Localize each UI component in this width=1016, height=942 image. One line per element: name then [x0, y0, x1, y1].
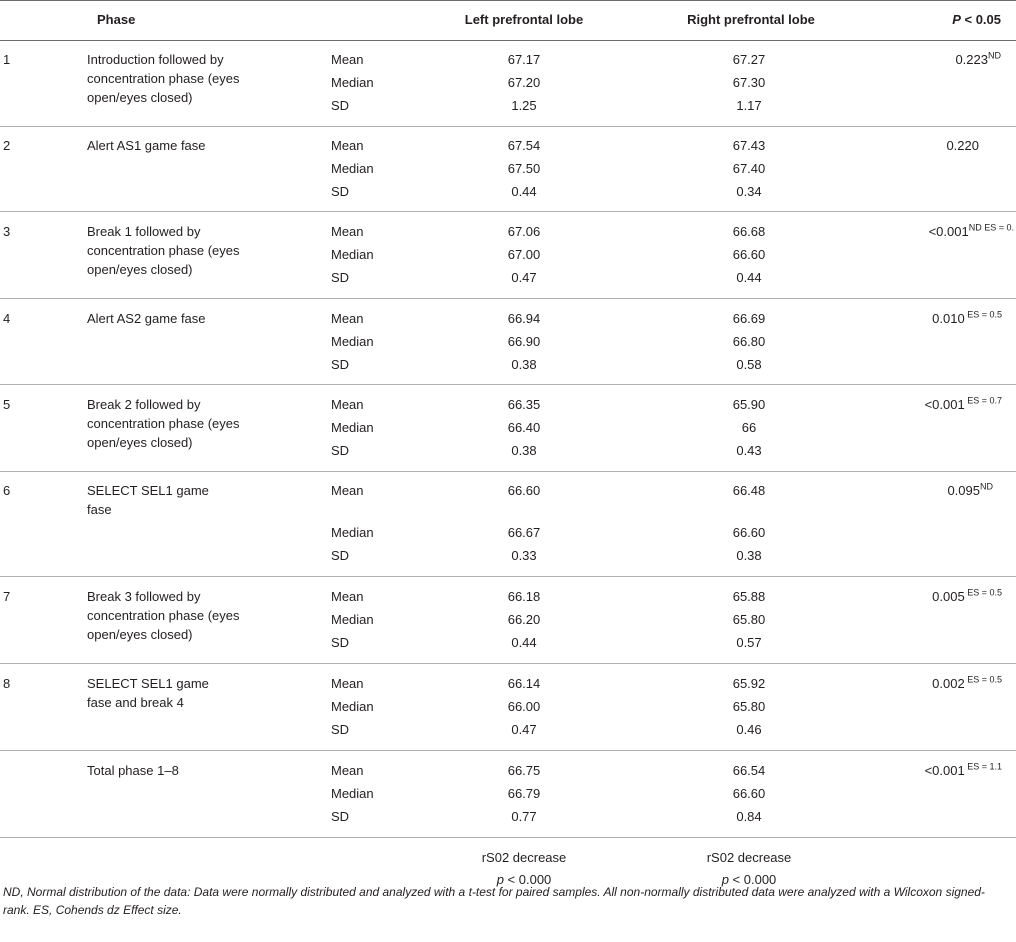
stat-label: Median [331, 334, 374, 349]
left-value: 66.14 [507, 676, 541, 691]
p-value: 0.220 [946, 138, 979, 153]
right-value: 0.46 [736, 722, 762, 737]
right-value: 67.43 [732, 138, 766, 153]
left-value: 66.40 [507, 420, 541, 435]
stat-label: SD [331, 270, 350, 285]
phase-label: Break 3 followed by concentration phase (eyes open/eyes closed) [87, 589, 240, 642]
phase-label: Total phase 1–8 [87, 763, 179, 778]
row-divider [0, 663, 1016, 664]
stat-label: Median [331, 699, 374, 714]
right-value: 0.84 [736, 809, 762, 824]
header-rule [0, 40, 1016, 41]
left-value: 66.18 [507, 589, 541, 604]
stat-label: Median [331, 161, 374, 176]
phase-label: SELECT SEL1 game fase and break 4 [87, 676, 209, 710]
stat-label: Mean [331, 138, 364, 153]
row-divider [0, 750, 1016, 751]
phase-label: SELECT SEL1 game fase [87, 483, 209, 517]
stat-label: Median [331, 786, 374, 801]
left-value: 0.44 [511, 184, 537, 199]
right-value: 0.34 [736, 184, 762, 199]
p-value: $<0.001^{ND ES = 0.}$ [928, 222, 1014, 239]
left-value: 66.75 [507, 763, 541, 778]
left-value: 66.00 [507, 699, 541, 714]
left-value: 67.17 [507, 52, 541, 67]
summary-right-label: rS02 decrease [706, 850, 792, 865]
left-value: 66.60 [507, 483, 541, 498]
phase-label: Break 1 followed by concentration phase (eyes open/eyes closed) [87, 224, 240, 277]
left-value: 66.35 [507, 397, 541, 412]
right-value: 65.92 [732, 676, 766, 691]
p-value: 0.002 $^{ES = 0.5}$ [932, 674, 1002, 691]
row-number: 4 [3, 311, 11, 326]
stat-label: Mean [331, 397, 364, 412]
row-number: 8 [3, 676, 11, 691]
stat-label: SD [331, 635, 350, 650]
row-divider [0, 211, 1016, 212]
right-value: 66 [741, 420, 757, 435]
header-phase: Phase [97, 12, 136, 27]
left-value: 0.44 [511, 635, 537, 650]
stat-label: Median [331, 420, 374, 435]
stat-label: Median [331, 247, 374, 262]
row-divider [0, 298, 1016, 299]
row-number: 1 [3, 52, 11, 67]
right-value: 67.27 [732, 52, 766, 67]
stat-label: SD [331, 357, 350, 372]
phase-label: Break 2 followed by concentration phase (eyes open/eyes closed) [87, 397, 240, 450]
left-value: 67.06 [507, 224, 541, 239]
row-number: 3 [3, 224, 11, 239]
right-value: 0.44 [736, 270, 762, 285]
left-value: 0.33 [511, 548, 537, 563]
left-value: 66.90 [507, 334, 541, 349]
right-value: 0.43 [736, 443, 762, 458]
p-value: 0.010 $^{ES = 0.5}$ [932, 309, 1002, 326]
left-value: 66.67 [507, 525, 541, 540]
table-footnote: ND, Normal distribution of the data: Data were normally distributed and analyzed with a t-test for paired samples. All non-normally distributed data were analyzed with a Wilcoxon signed-rank. ES, Cohends dz Effect size. [3, 885, 985, 917]
p-value: 0.095ND [947, 481, 993, 498]
stat-label: Mean [331, 311, 364, 326]
row-divider [0, 471, 1016, 472]
right-value: 0.38 [736, 548, 762, 563]
row-divider [0, 126, 1016, 127]
phase-label: Alert AS2 game fase [87, 311, 206, 326]
right-value: 66.48 [732, 483, 766, 498]
left-value: 67.54 [507, 138, 541, 153]
summary-left-p: p < 0.000 [496, 872, 552, 887]
left-value: 66.94 [507, 311, 541, 326]
row-divider [0, 384, 1016, 385]
phase-label: Alert AS1 game fase [87, 138, 206, 153]
p-value: <0.001 $^{ES = 1.1}$ [924, 761, 1002, 778]
stat-label: SD [331, 722, 350, 737]
right-value: 66.80 [732, 334, 766, 349]
left-value: 0.38 [511, 357, 537, 372]
right-value: 0.57 [736, 635, 762, 650]
stat-label: SD [331, 443, 350, 458]
stat-label: Median [331, 612, 374, 627]
left-value: 0.47 [511, 722, 537, 737]
right-value: 66.54 [732, 763, 766, 778]
stat-label: Mean [331, 676, 364, 691]
p-value: 0.005 $^{ES = 0.5}$ [932, 587, 1002, 604]
stat-label: Mean [331, 483, 364, 498]
left-value: 0.47 [511, 270, 537, 285]
header-left-lobe: Left prefrontal lobe [464, 12, 584, 27]
left-value: 0.77 [511, 809, 537, 824]
left-value: 66.79 [507, 786, 541, 801]
stat-label: Mean [331, 224, 364, 239]
row-number: 5 [3, 397, 11, 412]
row-divider [0, 576, 1016, 577]
row-number: 6 [3, 483, 11, 498]
right-value: 66.68 [732, 224, 766, 239]
header-right-lobe: Right prefrontal lobe [687, 12, 815, 27]
left-value: 67.00 [507, 247, 541, 262]
table-top-rule [0, 0, 1016, 1]
right-value: 1.17 [736, 98, 762, 113]
header-p-value: P < 0.05 [952, 12, 1001, 27]
right-value: 65.88 [732, 589, 766, 604]
left-value: 67.50 [507, 161, 541, 176]
p-value: <0.001 $^{ES = 0.7}$ [924, 395, 1002, 412]
row-number: 2 [3, 138, 11, 153]
row-number: 7 [3, 589, 11, 604]
right-value: 66.60 [732, 247, 766, 262]
stat-label: SD [331, 548, 350, 563]
right-value: 0.58 [736, 357, 762, 372]
stat-label: Median [331, 75, 374, 90]
row-divider [0, 837, 1016, 838]
stat-label: SD [331, 98, 350, 113]
left-value: 67.20 [507, 75, 541, 90]
summary-left-label: rS02 decrease [481, 850, 567, 865]
stat-label: Median [331, 525, 374, 540]
right-value: 66.60 [732, 786, 766, 801]
left-value: 66.20 [507, 612, 541, 627]
stat-label: Mean [331, 52, 364, 67]
left-value: 0.38 [511, 443, 537, 458]
right-value: 67.40 [732, 161, 766, 176]
stat-label: Mean [331, 589, 364, 604]
phase-label: Introduction followed by concentration phase (eyes open/eyes closed) [87, 52, 240, 105]
stat-label: SD [331, 184, 350, 199]
right-value: 65.80 [732, 612, 766, 627]
summary-right-p: p < 0.000 [721, 872, 777, 887]
right-value: 67.30 [732, 75, 766, 90]
right-value: 66.60 [732, 525, 766, 540]
p-value: 0.223ND [955, 50, 1001, 67]
right-value: 65.80 [732, 699, 766, 714]
left-value: 1.25 [511, 98, 537, 113]
right-value: 65.90 [732, 397, 766, 412]
stat-label: SD [331, 809, 350, 824]
right-value: 66.69 [732, 311, 766, 326]
stat-label: Mean [331, 763, 364, 778]
